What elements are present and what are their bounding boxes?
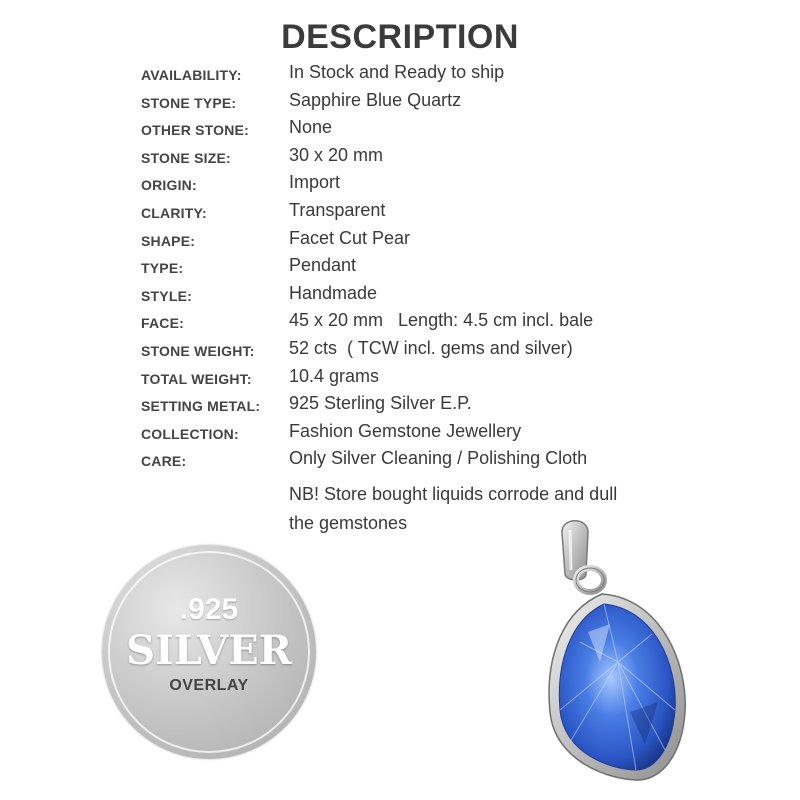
spec-value: 52 cts ( TCW incl. gems and silver) xyxy=(289,337,573,358)
spec-value: In Stock and Ready to ship xyxy=(289,62,505,82)
spec-row-care xyxy=(141,448,701,476)
spec-row-shape xyxy=(141,228,701,256)
spec-row-setting-metal xyxy=(141,393,701,421)
spec-label: CLARITY: xyxy=(141,204,207,221)
badge-finish: OVERLAY xyxy=(169,677,249,694)
spec-value: None xyxy=(289,117,333,138)
spec-label: OTHER STONE: xyxy=(141,122,249,139)
spec-label: TYPE: xyxy=(141,260,184,277)
spec-row-availability xyxy=(141,62,701,90)
spec-value: Only Silver Cleaning / Polishing Cloth xyxy=(289,448,588,469)
badge-metal: SILVER xyxy=(126,627,292,674)
spec-label: AVAILABILITY: xyxy=(141,67,242,83)
page-title: DESCRIPTION xyxy=(281,18,519,56)
spec-value: Pendant xyxy=(289,255,357,276)
spec-value: Handmade xyxy=(289,282,378,303)
spec-value: 925 Sterling Silver E.P. xyxy=(289,393,472,414)
spec-row-type xyxy=(141,255,701,283)
care-note-line: NB! Store bought liquids corrode and dull xyxy=(289,484,618,504)
pendant-image xyxy=(540,512,690,787)
spec-row-stone-type xyxy=(141,90,701,118)
spec-label: ORIGIN: xyxy=(141,177,197,194)
spec-value: 30 x 20 mm xyxy=(289,144,384,165)
spec-label: SHAPE: xyxy=(141,232,196,249)
spec-value: Import xyxy=(289,172,341,193)
spec-value: Sapphire Blue Quartz xyxy=(289,89,462,110)
spec-value: 10.4 grams xyxy=(289,365,380,386)
spec-row-collection xyxy=(141,421,701,449)
spec-label: STYLE: xyxy=(141,287,192,304)
spec-value: Fashion Gemstone Jewellery xyxy=(289,420,522,441)
spec-label: TOTAL WEIGHT: xyxy=(141,370,252,387)
spec-row-face xyxy=(141,310,701,338)
spec-row-total-weight xyxy=(141,366,701,394)
spec-label: STONE TYPE: xyxy=(141,94,237,111)
spec-row-origin xyxy=(141,172,701,200)
spec-value: Facet Cut Pear xyxy=(289,227,411,248)
spec-label: COLLECTION: xyxy=(141,425,239,442)
spec-row-stone-weight xyxy=(141,338,701,366)
spec-value: 45 x 20 mm Length: 4.5 cm incl. bale xyxy=(289,310,594,331)
spec-label: FACE: xyxy=(141,315,184,332)
spec-value: Transparent xyxy=(289,199,386,220)
spec-label: CARE: xyxy=(141,453,187,470)
badge-purity: .925 xyxy=(179,593,239,626)
spec-row-style xyxy=(141,283,701,311)
spec-list xyxy=(141,62,701,476)
spec-row-clarity xyxy=(141,200,701,228)
spec-row-other-stone xyxy=(141,117,701,145)
spec-label: STONE SIZE: xyxy=(141,149,231,166)
spec-row-stone-size xyxy=(141,145,701,173)
care-note-line: the gemstones xyxy=(289,513,408,533)
spec-label: STONE WEIGHT: xyxy=(141,342,255,359)
spec-label: SETTING METAL: xyxy=(141,398,261,415)
silver-overlay-badge xyxy=(102,545,316,759)
